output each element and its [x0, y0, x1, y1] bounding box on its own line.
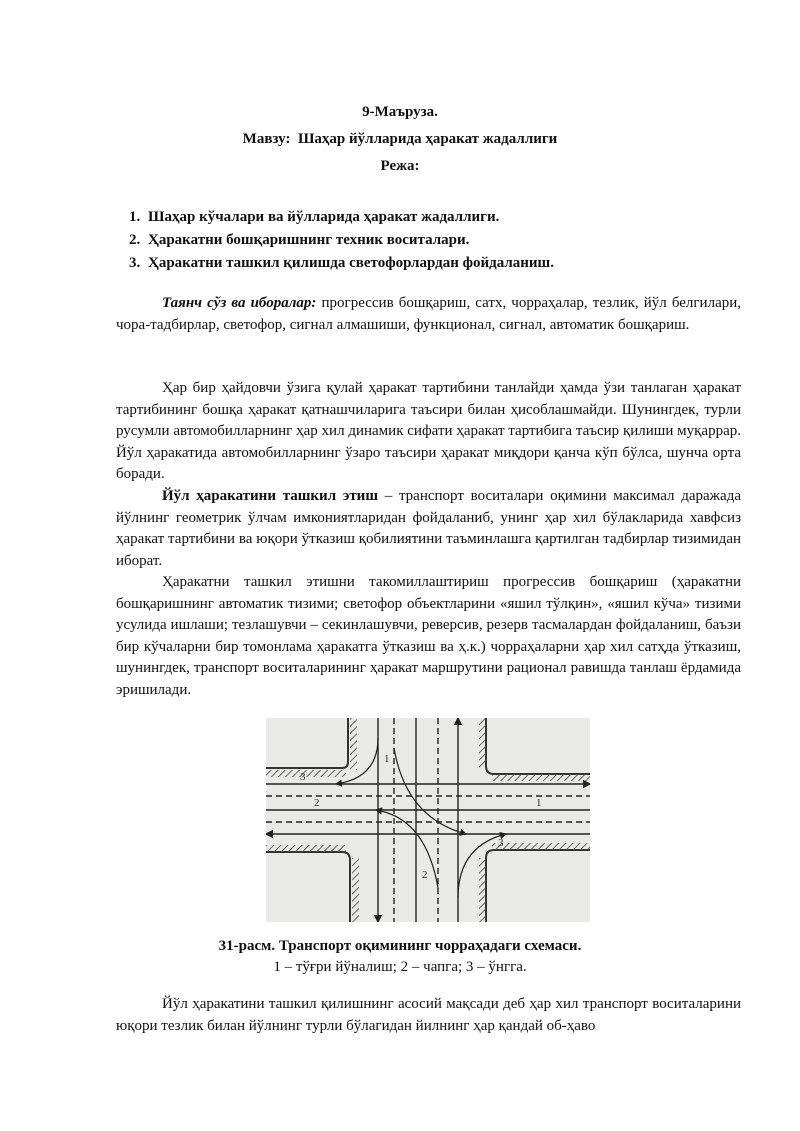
intersection-diagram — [266, 718, 590, 922]
paragraph-2 — [116, 486, 741, 572]
keywords-text: прогрессив бошқариш, сатх, чорраҳалар, тезлик, йўл белгилари, чора-тадбирлар, светофор, сигнал алмашиши, функционал, сигнал, автоматик бошқариш. — [116, 295, 742, 333]
vertical-lanes — [378, 718, 458, 922]
figure-label: 3 — [300, 771, 306, 783]
plan-item: 3. Ҳаракатни ташкил қилишда светофорлардан фойдаланиш. — [144, 252, 744, 275]
topic-label: Мавзу: — [242, 131, 291, 147]
figure-caption: 31-расм. Транспорт оқимининг чорраҳадаги схемаси. — [218, 938, 582, 954]
lecture-number: 9-Маъруза. — [362, 104, 438, 120]
paragraph-1: Ҳар бир ҳайдовчи ўзига қулай ҳаракат тартибини танлайди ҳамда ўзи танлаган ҳаракат тартибининг бошқа ҳаракат қатнашчиларига таъсири билан ҳисоблашмайди. Шунингдек, турли русумли автомобилларнинг ҳар хил динамик сифати ҳаракат тартибига таъсир қилиши муқаррар. Йўл ҳаракатида автомобилларнинг ўзаро таъсири ҳаракат миқдори қанча кўп бўлса, шунча орта боради. — [116, 380, 741, 483]
intersection-figure — [266, 718, 590, 922]
corner-blocks — [266, 718, 590, 922]
figure-label: 1 — [384, 753, 390, 765]
horizontal-lanes — [266, 784, 590, 834]
plan-item: 2. Ҳаракатни бошқаришнинг техник воситалари. — [144, 229, 744, 252]
keywords-paragraph — [116, 293, 741, 336]
plan-item: 1. Шаҳар кўчалари ва йўлларида ҳаракат жадаллиги. — [144, 206, 744, 229]
figure-label: 3 — [498, 837, 504, 849]
paragraph-4: Йўл ҳаракатини ташкил қилишнинг асосий мақсади деб ҳар хил транспорт воситаларини юқори тезлик билан йўлнинг турли бўлагидан йилнинг ҳар қандай об-ҳаво — [116, 996, 741, 1034]
figure-label: 2 — [422, 869, 428, 881]
plan-heading: Режа: — [380, 158, 420, 174]
definition-term: Йўл ҳаракатини ташкил этиш — [162, 488, 378, 504]
figure-legend: 1 – тўғри йўналиш; 2 – чапга; 3 – ўнгга. — [273, 959, 527, 975]
keywords-label: Таянч сўз ва иборалар: — [162, 295, 317, 311]
plan-list — [118, 206, 744, 275]
topic-line — [0, 131, 800, 148]
topic-title: Шаҳар йўлларида ҳаракат жадаллиги — [297, 131, 558, 147]
figure-label: 1 — [536, 797, 542, 809]
figure-label: 2 — [314, 797, 320, 809]
definition-text: – транспорт воситалари оқимини максимал даражада йўлнинг геометрик ўлчам имкониятларидан фойдаланиб, унинг ҳар хил бўлакларида хавфсиз ҳаракат тартибини ва юқори ўтказиш қобилиятини таъминлашга қартилган тадбирлар тизимидан иборат. — [116, 488, 741, 569]
paragraph-3: Ҳаракатни ташкил этишни такомиллаштириш прогрессив бошқариш (ҳаракатни бошқаришнинг автоматик тизими; светофор объектларини «яшил тўлқин», «яшил кўча» тизими усулида ишлаши; тезлашувчи – секинлашувчи, реверсив, резерв тасмалардан фойдаланиш, баъзи бир кўчаларни бир томонлама ҳаракатга ўтказиш ва ҳ.к.) чорраҳаларни ҳар хил сатҳда ўтказиш, шунингдек, транспорт воситаларининг ҳаракат маршрутини рационал равишда танлаш ёрдамида эришилади. — [116, 574, 741, 698]
